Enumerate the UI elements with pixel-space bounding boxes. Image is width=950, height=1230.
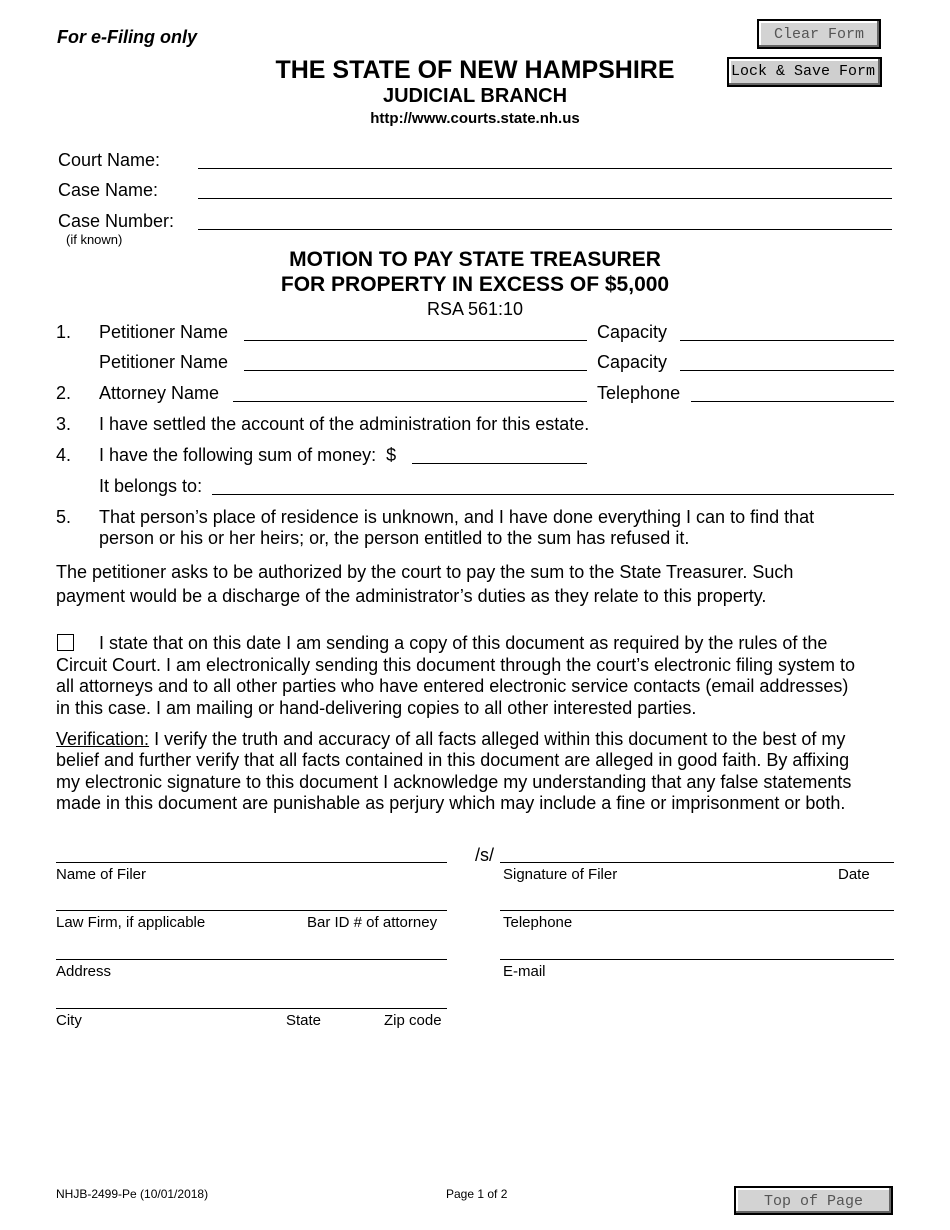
efiling-note: For e-Filing only	[57, 27, 197, 47]
residence-statement-line2: person or his or her heirs; or, the person entitled to the sum has refused it.	[99, 528, 690, 548]
telephone-field[interactable]	[691, 401, 894, 402]
name-of-filer-label: Name of Filer	[56, 866, 147, 883]
rsa-reference: RSA 561:10	[426, 299, 524, 319]
attorney-name-field[interactable]	[233, 401, 587, 402]
state-heading: THE STATE OF NEW HAMPSHIRE	[275, 56, 675, 84]
branch-heading: JUDICIAL BRANCH	[382, 85, 568, 107]
court-url: http://www.courts.state.nh.us	[370, 110, 580, 127]
email-label: E-mail	[503, 963, 546, 980]
case-name-label: Case Name:	[58, 180, 159, 200]
case-number-field[interactable]	[198, 229, 892, 230]
petition-line2: payment would be a discharge of the administrator’s duties as they relate to this property.	[56, 586, 767, 606]
capacity-label-2: Capacity	[597, 352, 668, 372]
item-number-5: 5.	[56, 507, 72, 527]
email-field[interactable]	[500, 959, 894, 960]
verification-heading: Verification:	[56, 729, 150, 749]
service-line1: I state that on this date I am sending a copy of this document as required by the rules of the	[99, 633, 828, 653]
motion-title-line2: FOR PROPERTY IN EXCESS OF $5,000	[280, 273, 670, 296]
verification-text-line1: I verify the truth and accuracy of all facts alleged within this document to the best of my	[149, 729, 846, 749]
form-id: NHJB-2499-Pe (10/01/2018)	[56, 1187, 209, 1201]
petitioner-name-field-1[interactable]	[244, 340, 587, 341]
attorney-name-label: Attorney Name	[99, 383, 220, 403]
state-label: State	[286, 1012, 322, 1029]
sum-of-money-field[interactable]	[412, 463, 587, 464]
residence-statement-line1: That person’s place of residence is unknown, and I have done everything I can to find that	[99, 507, 815, 527]
service-line3: all attorneys and to all other parties who have entered electronic service contacts (email addresses)	[56, 676, 849, 696]
verification-line1	[56, 729, 845, 750]
item-number-2: 2.	[56, 383, 72, 403]
name-of-filer-field[interactable]	[56, 862, 447, 863]
page-number: Page 1 of 2	[446, 1187, 508, 1201]
court-name-label: Court Name:	[58, 150, 161, 170]
address-field[interactable]	[56, 959, 447, 960]
signature-of-filer-field[interactable]	[500, 862, 894, 863]
signature-of-filer-label: Signature of Filer	[503, 866, 618, 883]
item-number-4: 4.	[56, 445, 72, 465]
petitioner-name-label-1: Petitioner Name	[99, 322, 229, 342]
signature-mark: /s/	[475, 845, 495, 865]
filer-telephone-label: Telephone	[503, 914, 573, 931]
capacity-field-1[interactable]	[680, 340, 894, 341]
verification-line3: my electronic signature to this document I acknowledge my understanding that any false statements	[56, 772, 852, 792]
belongs-to-field[interactable]	[212, 494, 894, 495]
law-firm-field[interactable]	[56, 910, 447, 911]
service-checkbox[interactable]	[57, 634, 74, 651]
petition-line1: The petitioner asks to be authorized by the court to pay the sum to the State Treasurer. Such	[56, 562, 794, 582]
date-label: Date	[838, 866, 870, 883]
city-state-zip-field[interactable]	[56, 1008, 447, 1009]
settled-statement: I have settled the account of the administration for this estate.	[99, 414, 590, 434]
capacity-field-2[interactable]	[680, 370, 894, 371]
service-line2: Circuit Court. I am electronically sending this document through the court’s electronic filing system to	[56, 655, 856, 675]
court-name-field[interactable]	[198, 168, 892, 169]
filer-telephone-field[interactable]	[500, 910, 894, 911]
lock-save-form-button[interactable]: Lock & Save Form	[727, 57, 882, 87]
case-name-field[interactable]	[198, 198, 892, 199]
motion-title-line1: MOTION TO PAY STATE TREASURER	[289, 248, 661, 271]
bar-id-label: Bar ID # of attorney	[307, 914, 438, 931]
verification-line2: belief and further verify that all facts contained in this document are alleged in good faith. By affixing	[56, 750, 850, 770]
city-label: City	[56, 1012, 82, 1029]
service-line4: in this case. I am mailing or hand-delivering copies to all other interested parties.	[56, 698, 697, 718]
petitioner-name-label-2: Petitioner Name	[99, 352, 229, 372]
address-label: Address	[56, 963, 112, 980]
zip-code-label: Zip code	[384, 1012, 442, 1029]
petitioner-name-field-2[interactable]	[244, 370, 587, 371]
top-of-page-button[interactable]: Top of Page	[734, 1186, 893, 1215]
item-number-3: 3.	[56, 414, 72, 434]
telephone-label: Telephone	[597, 383, 681, 403]
clear-form-button[interactable]: Clear Form	[757, 19, 881, 49]
verification-line4: made in this document are punishable as perjury which may include a fine or imprisonment or both.	[56, 793, 846, 813]
if-known-note: (if known)	[66, 232, 123, 247]
sum-of-money-label: I have the following sum of money: $	[99, 445, 397, 465]
item-number-1: 1.	[56, 322, 72, 342]
belongs-to-label: It belongs to:	[99, 476, 203, 496]
case-number-label: Case Number:	[58, 211, 175, 231]
law-firm-label: Law Firm, if applicable	[56, 914, 206, 931]
capacity-label-1: Capacity	[597, 322, 668, 342]
